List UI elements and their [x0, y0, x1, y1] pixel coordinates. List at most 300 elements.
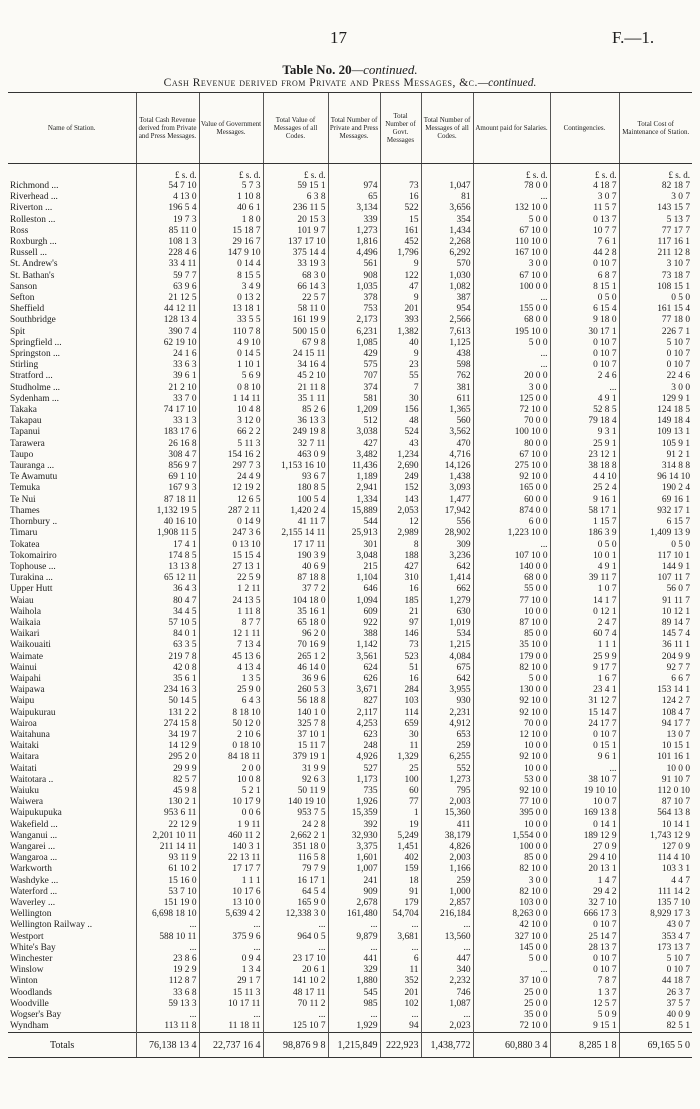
- station-name: Waikouaiti: [10, 640, 51, 651]
- table-cell: 25 9 1: [550, 439, 619, 450]
- page-number: 17: [330, 28, 347, 47]
- table-cell: 12: [380, 517, 421, 528]
- table-cell: 30: [380, 730, 421, 741]
- table-cell: 2,117: [328, 708, 380, 719]
- table-row: [8, 562, 692, 573]
- table-row: [8, 461, 692, 472]
- table-cell: 0 13 2: [199, 293, 263, 304]
- table-cell: 274 15 8: [136, 719, 199, 730]
- table-cell: 1 1 1: [550, 640, 619, 651]
- table-cell: 33 19 3: [263, 259, 328, 270]
- table-cell: 630: [421, 607, 473, 618]
- table-cell: 642: [421, 674, 473, 685]
- table-cell: 67 10 0: [473, 271, 550, 282]
- table-cell: 387: [421, 293, 473, 304]
- table-row: [8, 976, 692, 987]
- table-row: [8, 483, 692, 494]
- table-cell: 930: [421, 696, 473, 707]
- table-cell: 4 18 7: [550, 181, 619, 192]
- unit-label: £ s. d.: [263, 164, 328, 182]
- table-cell: 15 11 3: [199, 988, 263, 999]
- table-cell: 284: [380, 685, 421, 696]
- table-cell: 16: [380, 192, 421, 203]
- table-cell: 201: [380, 988, 421, 999]
- table-cell: 427: [328, 439, 380, 450]
- table-cell: 36 11 1: [619, 640, 692, 651]
- table-cell: 3 0 7: [550, 192, 619, 203]
- table-cell: 2,989: [380, 528, 421, 539]
- table-cell: 6 0 0: [473, 517, 550, 528]
- table-cell: 827: [328, 696, 380, 707]
- table-cell: 204 9 9: [619, 652, 692, 663]
- table-cell: 1,047: [421, 181, 473, 192]
- table-cell: 0 10 7: [550, 259, 619, 270]
- table-cell: 15,360: [421, 808, 473, 819]
- table-cell: 1,094: [328, 596, 380, 607]
- table-cell: 0 10 7: [619, 349, 692, 360]
- table-cell: 161,480: [328, 909, 380, 920]
- table-cell: 1,166: [421, 864, 473, 875]
- table-cell: 33 6 8: [136, 988, 199, 999]
- station-name: Waiau: [10, 595, 34, 606]
- table-row: [8, 629, 692, 640]
- table-cell: 575: [328, 360, 380, 371]
- table-cell: 27 13 1: [199, 562, 263, 573]
- table-cell: ...: [199, 1010, 263, 1021]
- station-name: Sefton: [10, 293, 35, 304]
- table-cell: 116 5 8: [263, 853, 328, 864]
- table-cell: 0 10 7: [550, 920, 619, 931]
- station-name: Springfield ...: [10, 337, 62, 348]
- table-cell: 151 19 0: [136, 898, 199, 909]
- table-cell: 1,209: [328, 405, 380, 416]
- table-cell: 188: [380, 551, 421, 562]
- table-cell: 60 0 0: [473, 495, 550, 506]
- table-cell: 241: [328, 876, 380, 887]
- table-cell: 45 2 10: [263, 371, 328, 382]
- table-cell: 100: [380, 775, 421, 786]
- table-cell: 42 0 8: [136, 663, 199, 674]
- table-cell: 36 13 3: [263, 416, 328, 427]
- totals-cell: 1,438,772: [421, 1033, 473, 1058]
- table-cell: 0 10 7: [550, 730, 619, 741]
- table-cell: 34 16 4: [263, 360, 328, 371]
- table-cell: 2,232: [421, 976, 473, 987]
- table-cell: 4 9 1: [550, 562, 619, 573]
- station-name: Wogser's Bay: [10, 1010, 62, 1021]
- station-name: Waipukurau: [10, 707, 56, 718]
- table-cell: 14,126: [421, 461, 473, 472]
- table-cell: 1,438: [421, 472, 473, 483]
- table-row: [8, 383, 692, 394]
- table-cell: 92 10 0: [473, 472, 550, 483]
- table-cell: 110 7 8: [199, 327, 263, 338]
- table-cell: 161 19 9: [263, 315, 328, 326]
- table-cell: 10 14 1: [619, 820, 692, 831]
- station-name: Springston ...: [10, 349, 61, 360]
- table-cell: 6 4 3: [199, 696, 263, 707]
- table-cell: 22 4 6: [619, 371, 692, 382]
- table-cell: 441: [328, 954, 380, 965]
- table-row: [8, 517, 692, 528]
- table-cell: 15 15 4: [199, 551, 263, 562]
- table-cell: 196 5 4: [136, 203, 199, 214]
- table-cell: 63 9 6: [136, 282, 199, 293]
- totals-cell: 1,215,849: [328, 1033, 380, 1058]
- table-cell: 11 5 7: [550, 203, 619, 214]
- table-cell: 21 2 10: [136, 383, 199, 394]
- table-cell: 50 12 0: [199, 719, 263, 730]
- table-cell: 6: [380, 954, 421, 965]
- table-cell: 1,880: [328, 976, 380, 987]
- table-cell: 156: [380, 405, 421, 416]
- station-name: Waitotara ..: [10, 774, 54, 785]
- table-cell: 1,477: [421, 495, 473, 506]
- table-cell: 247 3 6: [199, 528, 263, 539]
- table-row: [8, 719, 692, 730]
- table-cell: 1 0 7: [550, 584, 619, 595]
- table-cell: 6 6 7: [619, 674, 692, 685]
- table-row: [8, 327, 692, 338]
- table-cell: 125 0 0: [473, 394, 550, 405]
- table-row: [8, 954, 692, 965]
- table-cell: 1,087: [421, 999, 473, 1010]
- table-cell: 1 14 11: [199, 394, 263, 405]
- column-header-6: Total Number of Messages of all Codes.: [421, 93, 473, 164]
- table-cell: 60: [380, 786, 421, 797]
- table-cell: 54 7 10: [136, 181, 199, 192]
- table-cell: 4 13 0: [136, 192, 199, 203]
- table-cell: 259: [421, 876, 473, 887]
- table-cell: 2 0 0: [199, 764, 263, 775]
- table-cell: 353 4 7: [619, 932, 692, 943]
- table-cell: 77 17 7: [619, 226, 692, 237]
- table-cell: 24 15 11: [263, 349, 328, 360]
- table-cell: 15,359: [328, 808, 380, 819]
- table-cell: 0 10 7: [550, 338, 619, 349]
- table-row: [8, 663, 692, 674]
- table-cell: 129 9 1: [619, 394, 692, 405]
- table-cell: 77 10 0: [473, 797, 550, 808]
- table-cell: 14 12 9: [136, 741, 199, 752]
- table-cell: 68 0 0: [473, 315, 550, 326]
- table-cell: 10 17 11: [199, 999, 263, 1010]
- table-cell: 87 18 11: [136, 495, 199, 506]
- table-cell: 275 10 0: [473, 461, 550, 472]
- table-cell: 140 1 0: [263, 708, 328, 719]
- table-cell: 143 15 7: [619, 203, 692, 214]
- table-cell: 64 5 4: [263, 887, 328, 898]
- table-cell: 1,142: [328, 640, 380, 651]
- table-cell: 211 14 11: [136, 842, 199, 853]
- table-cell: 24 1 6: [136, 349, 199, 360]
- table-cell: 23 12 1: [550, 450, 619, 461]
- table-cell: 87 10 7: [619, 797, 692, 808]
- table-cell: 93 6 7: [263, 472, 328, 483]
- table-cell: 125 10 7: [263, 1021, 328, 1033]
- table-body: [8, 164, 692, 1058]
- table-cell: 44 12 11: [136, 304, 199, 315]
- table-cell: 23 4 1: [550, 685, 619, 696]
- table-cell: 127 0 9: [619, 842, 692, 853]
- table-cell: 3,048: [328, 551, 380, 562]
- table-cell: 8: [380, 540, 421, 551]
- table-cell: 375 9 6: [199, 932, 263, 943]
- table-cell: ...: [136, 920, 199, 931]
- table-cell: 78 0 0: [473, 181, 550, 192]
- table-row: [8, 786, 692, 797]
- table-cell: 84 0 1: [136, 629, 199, 640]
- table-cell: 161 15 4: [619, 304, 692, 315]
- table-row: [8, 943, 692, 954]
- table-cell: 0 15 1: [550, 741, 619, 752]
- table-cell: 3,038: [328, 427, 380, 438]
- table-cell: 10 0 0: [473, 607, 550, 618]
- table-cell: 65 12 11: [136, 573, 199, 584]
- table-cell: 1,104: [328, 573, 380, 584]
- table-row: [8, 618, 692, 629]
- station-name: Spit: [10, 326, 26, 337]
- table-cell: 152: [380, 483, 421, 494]
- table-cell: 15,889: [328, 506, 380, 517]
- table-cell: 2,268: [421, 237, 473, 248]
- table-cell: 42 10 0: [473, 920, 550, 931]
- table-cell: 58 17 1: [550, 506, 619, 517]
- table-cell: 0 10 7: [550, 965, 619, 976]
- station-name: Waipahi: [10, 673, 42, 684]
- station-name: Warkworth: [10, 864, 52, 875]
- table-cell: 560: [421, 416, 473, 427]
- table-cell: 80 0 0: [473, 439, 550, 450]
- table-row: [8, 394, 692, 405]
- table-cell: 8 15 5: [199, 271, 263, 282]
- table-cell: 23: [380, 360, 421, 371]
- table-cell: 2,003: [421, 853, 473, 864]
- table-cell: 215: [328, 562, 380, 573]
- table-cell: 9 17 7: [550, 663, 619, 674]
- table-cell: 91 11 7: [619, 596, 692, 607]
- table-cell: 211 12 8: [619, 248, 692, 259]
- table-cell: 351 18 0: [263, 842, 328, 853]
- table-cell: 72 10 0: [473, 405, 550, 416]
- table-cell: ...: [550, 764, 619, 775]
- station-name: Winslow: [10, 965, 44, 976]
- table-cell: 130 2 1: [136, 797, 199, 808]
- table-cell: 429: [328, 349, 380, 360]
- table-cell: 438: [421, 349, 473, 360]
- table-cell: 140 3 1: [199, 842, 263, 853]
- table-cell: 8 18 10: [199, 708, 263, 719]
- table-cell: 25,913: [328, 528, 380, 539]
- table-cell: 0 13 10: [199, 540, 263, 551]
- table-cell: 180 8 5: [263, 483, 328, 494]
- table-cell: 10 15 1: [619, 741, 692, 752]
- table-cell: 707: [328, 371, 380, 382]
- table-row: [8, 685, 692, 696]
- table-cell: 339: [328, 215, 380, 226]
- table-cell: 91: [380, 887, 421, 898]
- table-cell: 55: [380, 371, 421, 382]
- table-cell: 390 7 4: [136, 327, 199, 338]
- table-cell: 85 2 6: [263, 405, 328, 416]
- station-name: Te Awamutu: [10, 472, 58, 483]
- table-cell: 447: [421, 954, 473, 965]
- table-cell: 4,253: [328, 719, 380, 730]
- table-row: [8, 920, 692, 931]
- totals-cell: 76,138 13 4: [136, 1033, 199, 1058]
- table-cell: 82 10 0: [473, 887, 550, 898]
- table-cell: 2,023: [421, 1021, 473, 1033]
- table-cell: 38,179: [421, 831, 473, 842]
- table-cell: 17 4 1: [136, 540, 199, 551]
- table-cell: 28,902: [421, 528, 473, 539]
- table-cell: 556: [421, 517, 473, 528]
- table-cell: 82 5 1: [619, 1021, 692, 1033]
- table-cell: 25 2 4: [550, 483, 619, 494]
- table-cell: 91 10 7: [619, 775, 692, 786]
- table-row: [8, 551, 692, 562]
- table-cell: 564 13 8: [619, 808, 692, 819]
- table-cell: 5 0 0: [473, 215, 550, 226]
- table-cell: 112 8 7: [136, 976, 199, 987]
- table-cell: 1 8 0: [199, 215, 263, 226]
- table-cell: 92 10 0: [473, 708, 550, 719]
- table-cell: 325 7 8: [263, 719, 328, 730]
- column-header-2: Value of Government Messages.: [199, 93, 263, 164]
- table-cell: 20 13 1: [550, 864, 619, 875]
- table-row: [8, 271, 692, 282]
- table-cell: 79 7 9: [263, 864, 328, 875]
- table-cell: 659: [380, 719, 421, 730]
- station-name: Takaka: [10, 405, 37, 416]
- table-cell: 29 16 7: [199, 237, 263, 248]
- table-cell: 57 10 5: [136, 618, 199, 629]
- station-name: Waikaia: [10, 617, 41, 628]
- table-row: [8, 584, 692, 595]
- table-cell: 92 10 0: [473, 696, 550, 707]
- table-cell: 24 4 9: [199, 472, 263, 483]
- table-row: [8, 203, 692, 214]
- table-cell: 101 9 7: [263, 226, 328, 237]
- table-cell: 4 4 7: [619, 876, 692, 887]
- table-cell: 1,743 12 9: [619, 831, 692, 842]
- table-cell: 9 18 0: [550, 315, 619, 326]
- table-cell: 5 0 9: [550, 1010, 619, 1021]
- table-cell: 1,434: [421, 226, 473, 237]
- table-cell: 16 17 1: [263, 876, 328, 887]
- table-cell: 216,184: [421, 909, 473, 920]
- table-cell: 2 10 6: [199, 730, 263, 741]
- table-cell: 30 17 1: [550, 327, 619, 338]
- station-name: Ross: [10, 225, 29, 236]
- table-cell: ...: [380, 920, 421, 931]
- table-cell: 13 13 8: [136, 562, 199, 573]
- table-cell: 0 13 7: [550, 215, 619, 226]
- table-cell: 646: [328, 584, 380, 595]
- table-cell: 15 11 7: [263, 741, 328, 752]
- table-cell: 26 16 8: [136, 439, 199, 450]
- table-cell: 470: [421, 439, 473, 450]
- table-cell: 463 0 9: [263, 450, 328, 461]
- station-name: Waitahuna: [10, 729, 50, 740]
- table-cell: 114: [380, 708, 421, 719]
- table-cell: 1,409 13 9: [619, 528, 692, 539]
- table-cell: 53 7 10: [136, 887, 199, 898]
- table-cell: 653: [421, 730, 473, 741]
- table-cell: 2,566: [421, 315, 473, 326]
- table-cell: 7 13 4: [199, 640, 263, 651]
- table-cell: 393: [380, 315, 421, 326]
- table-cell: 746: [421, 988, 473, 999]
- table-cell: 1,173: [328, 775, 380, 786]
- table-cell: 308 4 7: [136, 450, 199, 461]
- table-cell: 1,125: [421, 338, 473, 349]
- table-cell: 91 2 1: [619, 450, 692, 461]
- table-cell: 1 3 7: [550, 988, 619, 999]
- table-cell: 2 4 7: [550, 618, 619, 629]
- table-row: [8, 181, 692, 192]
- station-name: Richmond ...: [10, 181, 59, 191]
- table-cell: 54,704: [380, 909, 421, 920]
- table-cell: ...: [473, 293, 550, 304]
- station-name: Te Nui: [10, 494, 36, 505]
- table-cell: 186 3 9: [550, 528, 619, 539]
- table-cell: 190 2 4: [619, 483, 692, 494]
- table-cell: 2,231: [421, 708, 473, 719]
- table-cell: 219 7 8: [136, 652, 199, 663]
- table-cell: 10 17 9: [199, 797, 263, 808]
- table-cell: 10 12 1: [619, 607, 692, 618]
- table-cell: 21 11 8: [263, 383, 328, 394]
- table-cell: 19 10 10: [550, 786, 619, 797]
- table-cell: 1,234: [380, 450, 421, 461]
- table-cell: 117 10 1: [619, 551, 692, 562]
- table-cell: 61 10 2: [136, 864, 199, 875]
- table-cell: 17 17 7: [199, 864, 263, 875]
- table-cell: 2,003: [421, 797, 473, 808]
- totals-cell: 69,165 5 0: [619, 1033, 692, 1058]
- table-cell: 5 11 3: [199, 439, 263, 450]
- table-cell: 4 13 4: [199, 663, 263, 674]
- table-cell: 63 3 5: [136, 640, 199, 651]
- table-cell: 117 16 1: [619, 237, 692, 248]
- table-cell: 40 0 9: [619, 1010, 692, 1021]
- table-cell: 107 11 7: [619, 573, 692, 584]
- unit-label: £ s. d.: [619, 164, 692, 182]
- table-cell: 1,382: [380, 327, 421, 338]
- table-row: [8, 248, 692, 259]
- table-cell: 10 17 6: [199, 887, 263, 898]
- table-cell: 327 10 0: [473, 932, 550, 943]
- table-cell: 122: [380, 271, 421, 282]
- table-cell: 249 19 8: [263, 427, 328, 438]
- table-row: [8, 797, 692, 808]
- table-cell: 1,420 2 4: [263, 506, 328, 517]
- station-name: Wairoa: [10, 718, 37, 729]
- table-cell: ...: [263, 920, 328, 931]
- table-cell: 16: [380, 674, 421, 685]
- table-cell: 25 0 0: [473, 999, 550, 1010]
- station-name: Thames: [10, 505, 40, 516]
- table-cell: 1,816: [328, 237, 380, 248]
- station-name: Woodlands: [10, 987, 52, 998]
- table-cell: 1 6 7: [550, 674, 619, 685]
- table-cell: 0 12 1: [550, 607, 619, 618]
- table-cell: 77 10 0: [473, 596, 550, 607]
- table-cell: 25 9 0: [199, 685, 263, 696]
- table-cell: 0 10 7: [619, 360, 692, 371]
- table-cell: 0 5 0: [550, 293, 619, 304]
